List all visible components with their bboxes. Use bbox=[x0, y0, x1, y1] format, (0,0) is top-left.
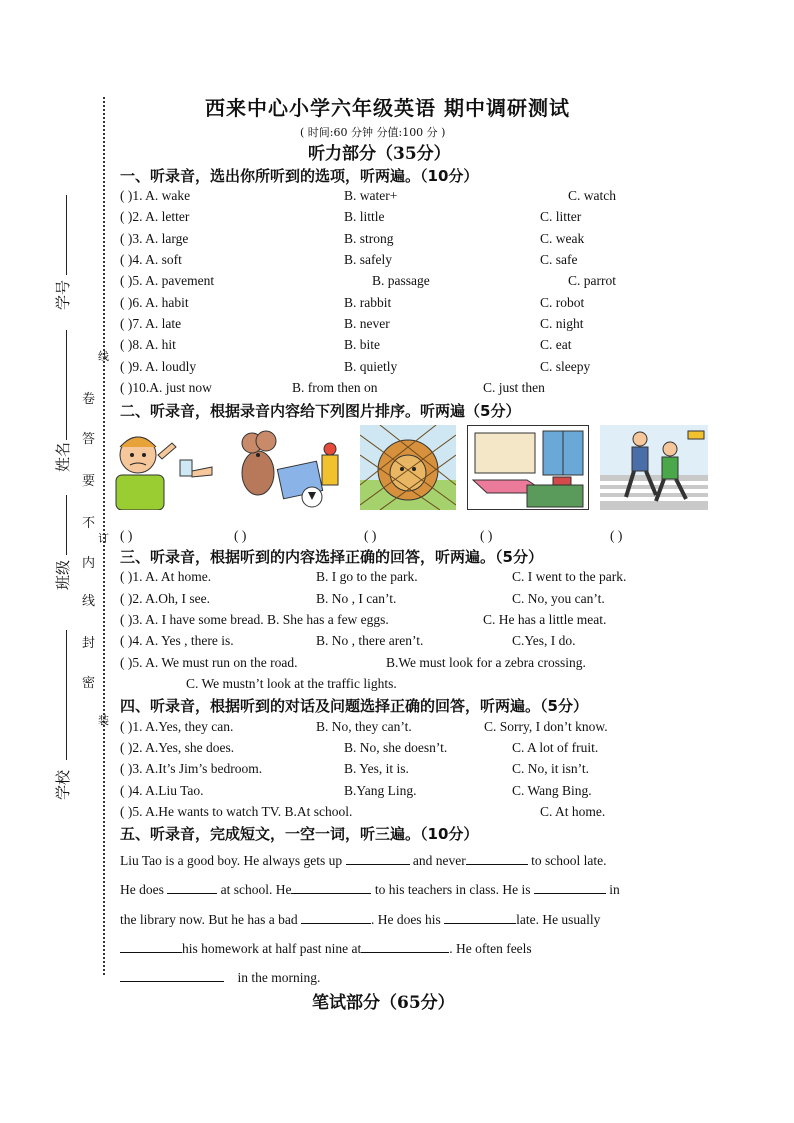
passage-line: Liu Tao is a good boy. He always gets up and never to school late. bbox=[120, 853, 607, 868]
section-2-title: 二、听录音，根据录音内容给下列图片排序。听两遍（5分） bbox=[120, 402, 521, 420]
section-5-title: 五、听录音，完成短文，一空一词，听三遍。（10分） bbox=[120, 825, 479, 843]
blank[interactable] bbox=[346, 852, 410, 865]
picture-mouse-and-toys bbox=[230, 425, 348, 510]
seal-word: 要 bbox=[82, 474, 96, 489]
student-id-label: 学号 bbox=[54, 279, 72, 310]
passage-line: the library now. But he has a bad . He does his late. He usually bbox=[120, 912, 601, 927]
blank[interactable] bbox=[444, 911, 516, 924]
exam-title: 西来中心小学六年级英语 期中调研测试 bbox=[205, 96, 570, 120]
blank[interactable] bbox=[301, 911, 371, 924]
passage-line: He does at school. He to his teachers in class. He is in bbox=[120, 882, 620, 897]
school-label: 学校 bbox=[54, 769, 72, 800]
cloze-passage bbox=[120, 852, 675, 992]
section-4-title: 四、听录音，根据听到的对话及问题选择正确的回答，听两遍。（5分） bbox=[120, 697, 588, 715]
answer-bracket[interactable]: ( ) bbox=[234, 528, 247, 543]
picture-boy-refusing-drink bbox=[108, 425, 214, 510]
binding-word: 装 bbox=[98, 714, 109, 727]
passage-line: his homework at half past nine at . He often feels bbox=[120, 940, 532, 957]
binding-strip bbox=[0, 0, 115, 1123]
seal-word: 线 bbox=[82, 594, 96, 609]
binding-word: 订 bbox=[98, 532, 109, 545]
written-heading: 笔试部分（65分） bbox=[312, 993, 455, 1013]
seal-word: 内 bbox=[82, 556, 96, 571]
picture-lion-in-net bbox=[360, 425, 456, 510]
seal-word: 密 bbox=[82, 676, 96, 691]
answer-bracket[interactable]: ( ) bbox=[364, 528, 377, 543]
binding-word: 线 bbox=[98, 350, 109, 363]
blank[interactable] bbox=[120, 969, 224, 982]
blank[interactable] bbox=[120, 940, 182, 953]
blank[interactable] bbox=[291, 881, 371, 894]
class-blank[interactable] bbox=[66, 495, 67, 555]
section-1-title: 一、听录音，选出你所听到的选项，听两遍。（10分） bbox=[120, 167, 479, 185]
listening-heading: 听力部分（35分） bbox=[308, 144, 451, 164]
class-label: 班级 bbox=[54, 559, 72, 590]
seal-word: 不 bbox=[82, 516, 96, 531]
answer-bracket[interactable]: ( ) bbox=[120, 528, 133, 543]
student-id-blank[interactable] bbox=[66, 195, 67, 275]
blank[interactable] bbox=[534, 881, 606, 894]
blank[interactable] bbox=[167, 881, 217, 894]
seal-word: 答 bbox=[82, 432, 96, 447]
seal-word: 封 bbox=[82, 636, 96, 651]
name-label: 姓名 bbox=[54, 441, 72, 472]
seal-word: 卷 bbox=[82, 392, 96, 407]
answer-bracket[interactable]: ( ) bbox=[480, 528, 493, 543]
exam-meta: ( 时间:60 分钟 分值:100 分 ) bbox=[300, 126, 446, 139]
picture-bedroom bbox=[467, 425, 589, 510]
name-blank[interactable] bbox=[66, 330, 67, 440]
section-3-title: 三、听录音，根据听到的内容选择正确的回答，听两遍。（5分） bbox=[120, 548, 543, 566]
picture-boys-crossing-road bbox=[600, 425, 708, 510]
passage-line: in the morning. bbox=[120, 969, 320, 986]
school-blank[interactable] bbox=[66, 630, 67, 760]
blank[interactable] bbox=[361, 940, 449, 953]
answer-bracket[interactable]: ( ) bbox=[610, 528, 623, 543]
blank[interactable] bbox=[466, 852, 528, 865]
